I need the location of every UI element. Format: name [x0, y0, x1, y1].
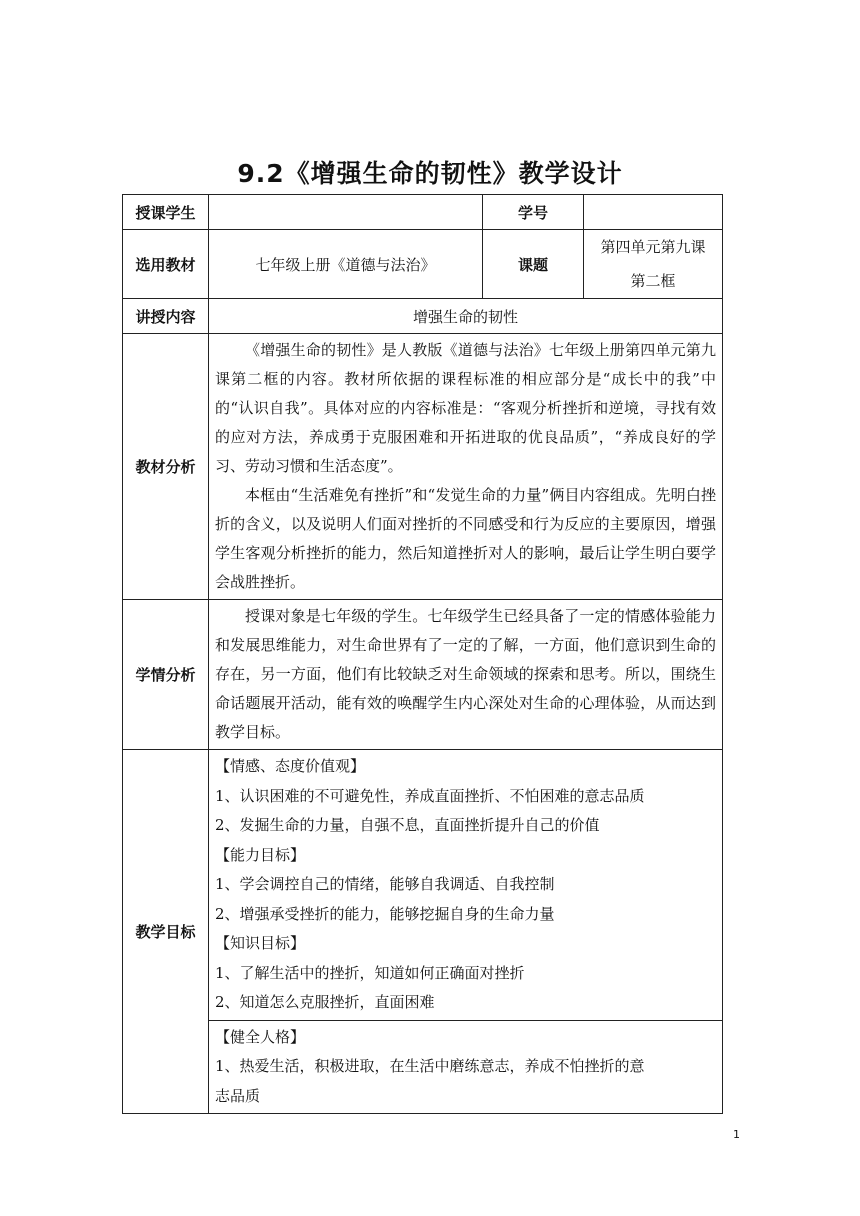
material-value: 七年级上册《道德与法治》: [209, 230, 483, 299]
student-id-label: 学号: [483, 195, 584, 230]
student-value: [209, 195, 483, 230]
row-analysis: [123, 334, 723, 600]
page-number: 1: [733, 1128, 740, 1141]
learners-label: 学情分析: [123, 600, 209, 750]
goals-label: 教学目标: [123, 750, 209, 1114]
material-label: 选用教材: [123, 230, 209, 299]
analysis-paragraph-2: 本框由“生活难免有挫折”和“发觉生命的力量”俩目内容组成。先明白挫折的含义，以及说明人们面对挫折的不同感受和行为反应的主要原因，增强学生客观分析挫折的能力，然后知道挫折对人的影响，最后让学生明白要学会战胜挫折。: [215, 486, 716, 591]
goal-heading-knowledge: 【知识目标】: [215, 934, 306, 952]
goal-item: 1、了解生活中的挫折，知道如何正确面对挫折: [215, 963, 525, 982]
analysis-label: 教材分析: [123, 334, 209, 600]
student-id-value: [584, 195, 723, 230]
goal-heading-ability: 【能力目标】: [215, 845, 306, 864]
goal-item: 1、认识困难的不可避免性，养成直面挫折、不怕困难的意志品质: [215, 786, 645, 805]
row-goals-personality: [123, 1020, 723, 1114]
goal-item: 1、热爱生活，积极进取，在生活中磨练意志，养成不怕挫折的意: [215, 1057, 645, 1075]
goal-item: 2、增强承受挫折的能力，能够挖掘自身的生命力量: [215, 904, 555, 923]
topic-label: 课题: [483, 230, 584, 299]
goal-heading-personality: 【健全人格】: [215, 1027, 306, 1046]
analysis-paragraph-1: 《增强生命的韧性》是人教版《道德与法治》七年级上册第四单元第九课第二框的内容。教材所依据的课程标准的相应部分是“成长中的我”中的“认识自我”。具体对应的内容标准是：“客观分析挫折和逆境，寻找有效的应对方法，养成勇于克服困难和开拓进取的优良品质”，“养成良好的学习、劳动习惯和生活态度”。: [215, 341, 716, 475]
content-value: 增强生命的韧性: [209, 299, 723, 334]
row-content: [123, 299, 723, 334]
goals-text: [209, 750, 723, 1021]
lesson-plan-table: [122, 194, 723, 1114]
analysis-text: [209, 334, 723, 600]
goal-item: 志品质: [215, 1086, 261, 1105]
goal-heading-emotion: 【情感、态度价值观】: [215, 757, 366, 775]
row-goals: [123, 750, 723, 1021]
goal-item: 1、学会调控自己的情绪，能够自我调适、自我控制: [215, 875, 555, 893]
learners-paragraph-1: 授课对象是七年级的学生。七年级学生已经具备了一定的情感体验能力和发展思维能力，对生命世界有了一定的了解，一方面，他们意识到生命的存在，另一方面，他们有比较缺乏对生命领域的探索和思考。所以，围绕生命话题展开活动，能有效的唤醒学生内心深处对生命的心理体验，从而达到教学目标。: [215, 607, 716, 741]
row-student: [123, 195, 723, 230]
student-label: 授课学生: [123, 195, 209, 230]
content-label: 讲授内容: [123, 299, 209, 334]
row-learners: [123, 600, 723, 750]
goal-item: 2、知道怎么克服挫折，直面困难: [215, 993, 435, 1011]
topic-value: [584, 230, 723, 299]
row-material: [123, 230, 723, 299]
goals-personality-text: [209, 1020, 723, 1114]
topic-line-1: 第四单元第九课: [600, 238, 706, 256]
topic-line-2: 第二框: [630, 272, 676, 290]
learners-text: [209, 600, 723, 750]
goal-item: 2、发掘生命的力量，自强不息，直面挫折提升自己的价值: [215, 816, 600, 834]
document-title: 9.2《增强生命的韧性》教学设计: [237, 159, 623, 188]
